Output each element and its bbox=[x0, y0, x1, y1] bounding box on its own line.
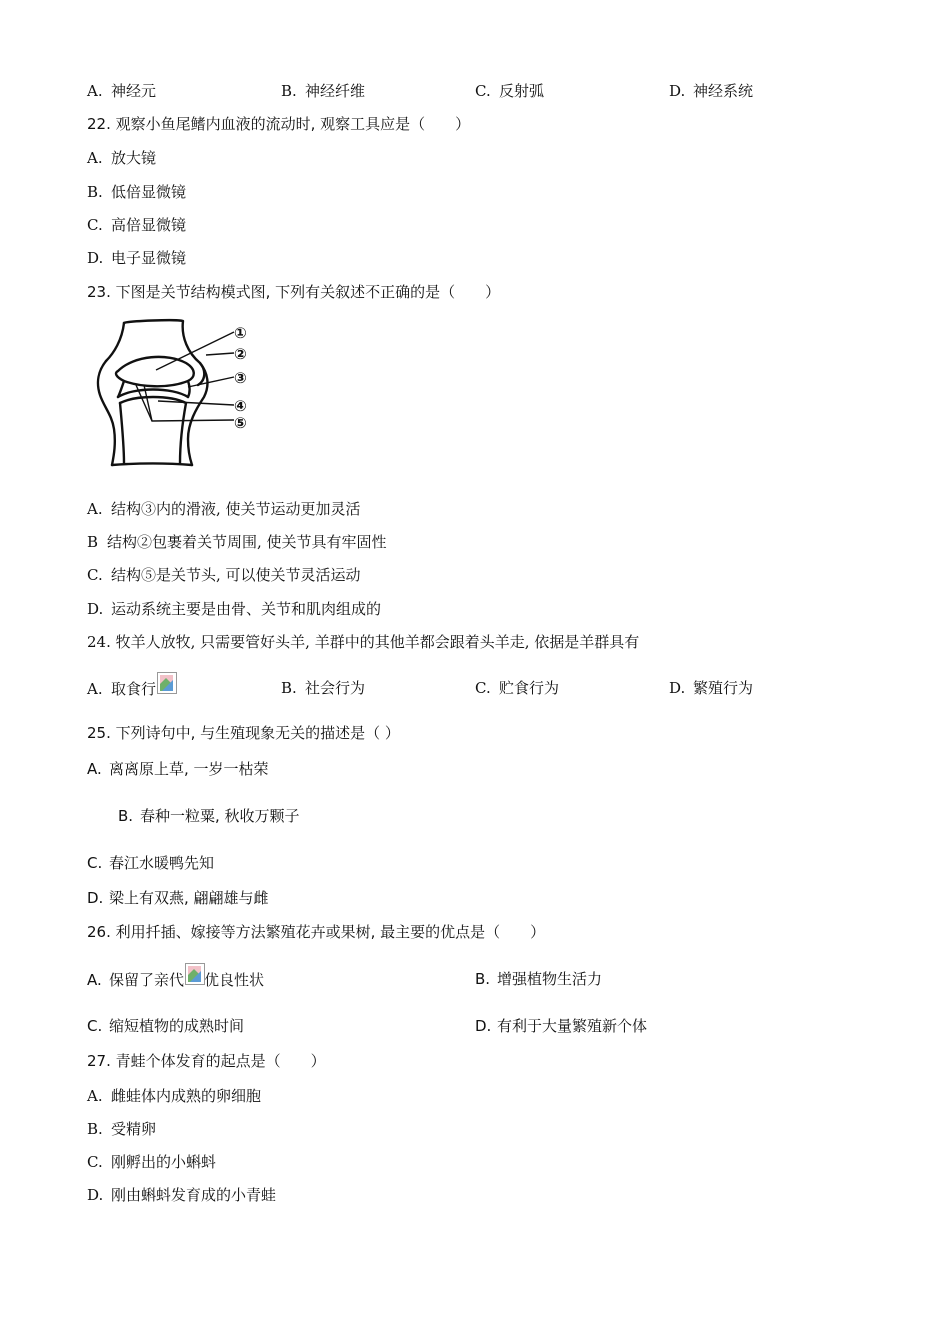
leader-3 bbox=[188, 377, 234, 387]
q21-option-d: D. 神经系统 bbox=[669, 82, 754, 100]
q21-option-c: C. 反射弧 bbox=[475, 82, 545, 100]
q24-option-a: A. 取食行 bbox=[87, 678, 176, 699]
label-3: ③ bbox=[234, 369, 247, 387]
leader-1 bbox=[156, 332, 234, 370]
q25-option-b: B. 春种一粒粟, 秋收万颗子 bbox=[118, 807, 300, 825]
q21-option-b: B. 神经纤维 bbox=[281, 82, 366, 100]
q25-stem: 25. 下列诗句中, 与生殖现象无关的描述是（ ） bbox=[87, 724, 400, 742]
q24-options bbox=[87, 678, 867, 698]
q22-option-b: B. 低倍显微镜 bbox=[87, 183, 187, 201]
q22-option-a: A. 放大镜 bbox=[87, 149, 157, 167]
q25-option-d: D. 梁上有双燕, 翩翩雄与雌 bbox=[87, 889, 269, 907]
q27-option-d: D. 刚由蝌蚪发育成的小青蛙 bbox=[87, 1186, 277, 1204]
q26-stem: 26. 利用扦插、嫁接等方法繁殖花卉或果树, 最主要的优点是（ ） bbox=[87, 923, 546, 941]
q27-option-b: B. 受精卵 bbox=[87, 1120, 157, 1138]
q26-option-c: C. 缩短植物的成熟时间 bbox=[87, 1017, 245, 1035]
label-5: ⑤ bbox=[234, 414, 247, 432]
q24-option-c: C. 贮食行为 bbox=[475, 679, 560, 697]
q23-option-b: B 结构②包裹着关节周围, 使关节具有牢固性 bbox=[87, 533, 387, 551]
q23-stem: 23. 下图是关节结构模式图, 下列有关叙述不正确的是（ ） bbox=[87, 283, 501, 301]
label-4: ④ bbox=[234, 397, 247, 415]
broken-image-icon bbox=[185, 969, 203, 989]
broken-image-icon bbox=[157, 678, 175, 698]
q26-option-a: A. 保留了亲代 优良性状 bbox=[87, 969, 264, 990]
q27-option-c: C. 刚孵出的小蝌蚪 bbox=[87, 1153, 217, 1171]
leader-4 bbox=[158, 401, 234, 405]
q21-option-a: A. 神经元 bbox=[87, 82, 157, 100]
label-2: ② bbox=[234, 345, 247, 363]
q24-option-b: B. 社会行为 bbox=[281, 679, 366, 697]
q25-option-a: A. 离离原上草, 一岁一枯荣 bbox=[87, 760, 269, 778]
q26-options-row2 bbox=[87, 1016, 867, 1036]
q24-stem: 24. 牧羊人放牧, 只需要管好头羊, 羊群中的其他羊都会跟着头羊走, 依据是羊群具有 bbox=[87, 633, 640, 651]
articular-head bbox=[116, 357, 194, 386]
q26-option-d: D. 有利于大量繁殖新个体 bbox=[475, 1017, 648, 1035]
q23-option-d: D. 运动系统主要是由骨、关节和肌肉组成的 bbox=[87, 600, 382, 618]
joint-capsule-left bbox=[98, 361, 115, 465]
q27-stem: 27. 青蛙个体发育的起点是（ ） bbox=[87, 1052, 326, 1070]
q24-option-d: D. 繁殖行为 bbox=[669, 679, 754, 697]
q26-option-b: B. 增强植物生活力 bbox=[475, 970, 603, 988]
q23-option-c: C. 结构⑤是关节头, 可以使关节灵活运动 bbox=[87, 566, 361, 584]
joint-structure-diagram bbox=[88, 315, 268, 470]
leader-2 bbox=[206, 353, 234, 355]
q22-option-c: C. 高倍显微镜 bbox=[87, 216, 187, 234]
q21-options bbox=[87, 81, 867, 101]
q26-options-row1 bbox=[87, 969, 867, 989]
q27-option-a: A. 雌蛙体内成熟的卵细胞 bbox=[87, 1087, 262, 1105]
q23-option-a: A. 结构③内的滑液, 使关节运动更加灵活 bbox=[87, 500, 361, 518]
q25-option-c: C. 春江水暖鸭先知 bbox=[87, 854, 215, 872]
q22-option-d: D. 电子显微镜 bbox=[87, 249, 187, 267]
q22-stem: 22. 观察小鱼尾鳍内血液的流动时, 观察工具应是（ ） bbox=[87, 115, 471, 133]
label-1: ① bbox=[234, 324, 247, 342]
